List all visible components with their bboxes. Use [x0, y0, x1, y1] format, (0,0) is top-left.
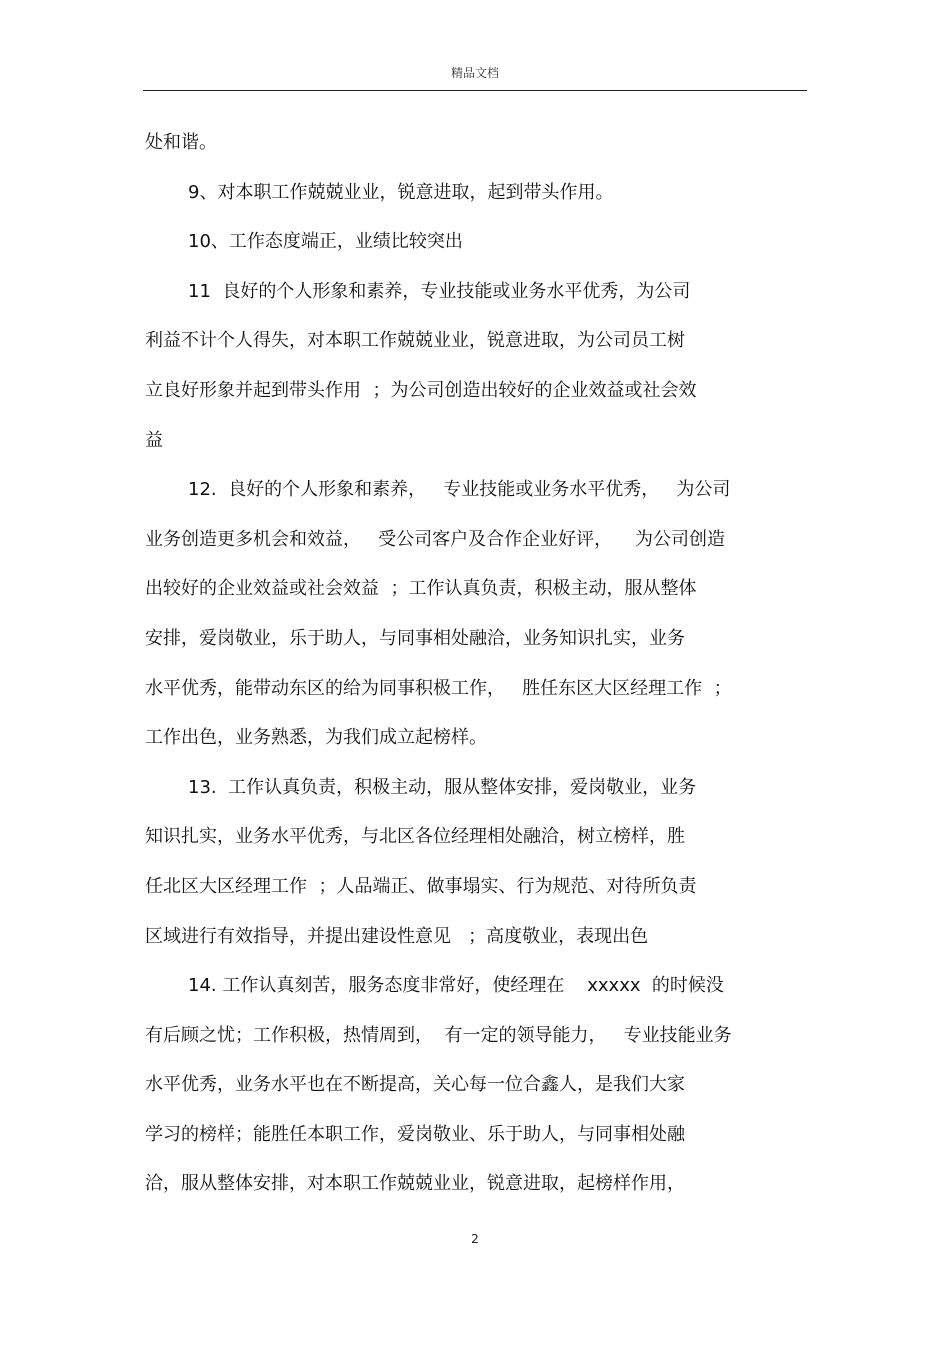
- text-line: 学习的榜样；能胜任本职工作，爱岗敬业、乐于助人，与同事相处融: [145, 1123, 685, 1145]
- text-line: 有后顾之忧；工作积极，热情周到， 有一定的领导能力， 专业技能业务: [145, 1024, 732, 1046]
- text-line: 处和谐。: [145, 132, 217, 153]
- text-line: 安排，爱岗敬业，乐于助人，与同事相处融洽，业务知识扎实，业务: [145, 627, 685, 649]
- text-line: 利益不计个人得失，对本职工作兢兢业业，锐意进取，为公司员工树: [145, 330, 685, 352]
- header-divider: [143, 90, 807, 91]
- text-line: 工作出色，业务熟悉，为我们成立起榜样。: [145, 727, 487, 749]
- text-line: 11 良好的个人形象和素养，专业技能或业务水平优秀，为公司: [188, 280, 691, 302]
- text-line: 10、工作态度端正，业绩比较突出: [188, 231, 463, 253]
- document-body: [145, 118, 809, 1209]
- text-line: 立良好形象并起到带头作用 ；为公司创造出较好的企业效益或社会效: [145, 379, 697, 401]
- text-line: 任北区大区经理工作 ；人品端正、做事塌实、行为规范、对待所负责: [145, 875, 697, 897]
- text-line: 水平优秀，业务水平也在不断提高，关心每一位合鑫人，是我们大家: [145, 1074, 685, 1096]
- text-line: 13. 工作认真负责，积极主动，服从整体安排，爱岗敬业，业务: [188, 776, 697, 798]
- text-line: 14. 工作认真刻苦，服务态度非常好，使经理在 xxxxx 的时候没: [188, 975, 724, 997]
- text-line: 出较好的企业效益或社会效益 ；工作认真负责，积极主动，服从整体: [145, 578, 697, 600]
- text-line: 9、对本职工作兢兢业业，锐意进取，起到带头作用。: [188, 181, 614, 203]
- text-line: 益: [145, 429, 163, 451]
- page-header-title: 精品文档: [450, 66, 499, 80]
- text-line: 区域进行有效指导，并提出建设性意见 ；高度敬业，表现出色: [145, 925, 649, 947]
- text-line: 业务创造更多机会和效益， 受公司客户及合作企业好评， 为公司创造: [145, 528, 726, 550]
- text-line: 水平优秀，能带动东区的给为同事积极工作， 胜任东区大区经理工作 ；: [145, 677, 732, 699]
- text-line: 洽，服从整体安排，对本职工作兢兢业业，锐意进取，起榜样作用，: [145, 1173, 685, 1195]
- page-number: 2: [471, 1232, 479, 1246]
- text-line: 知识扎实，业务水平优秀，与北区各位经理相处融洽，树立榜样，胜: [145, 826, 685, 848]
- text-line: 12. 良好的个人形象和素养， 专业技能或业务水平优秀， 为公司: [188, 479, 731, 501]
